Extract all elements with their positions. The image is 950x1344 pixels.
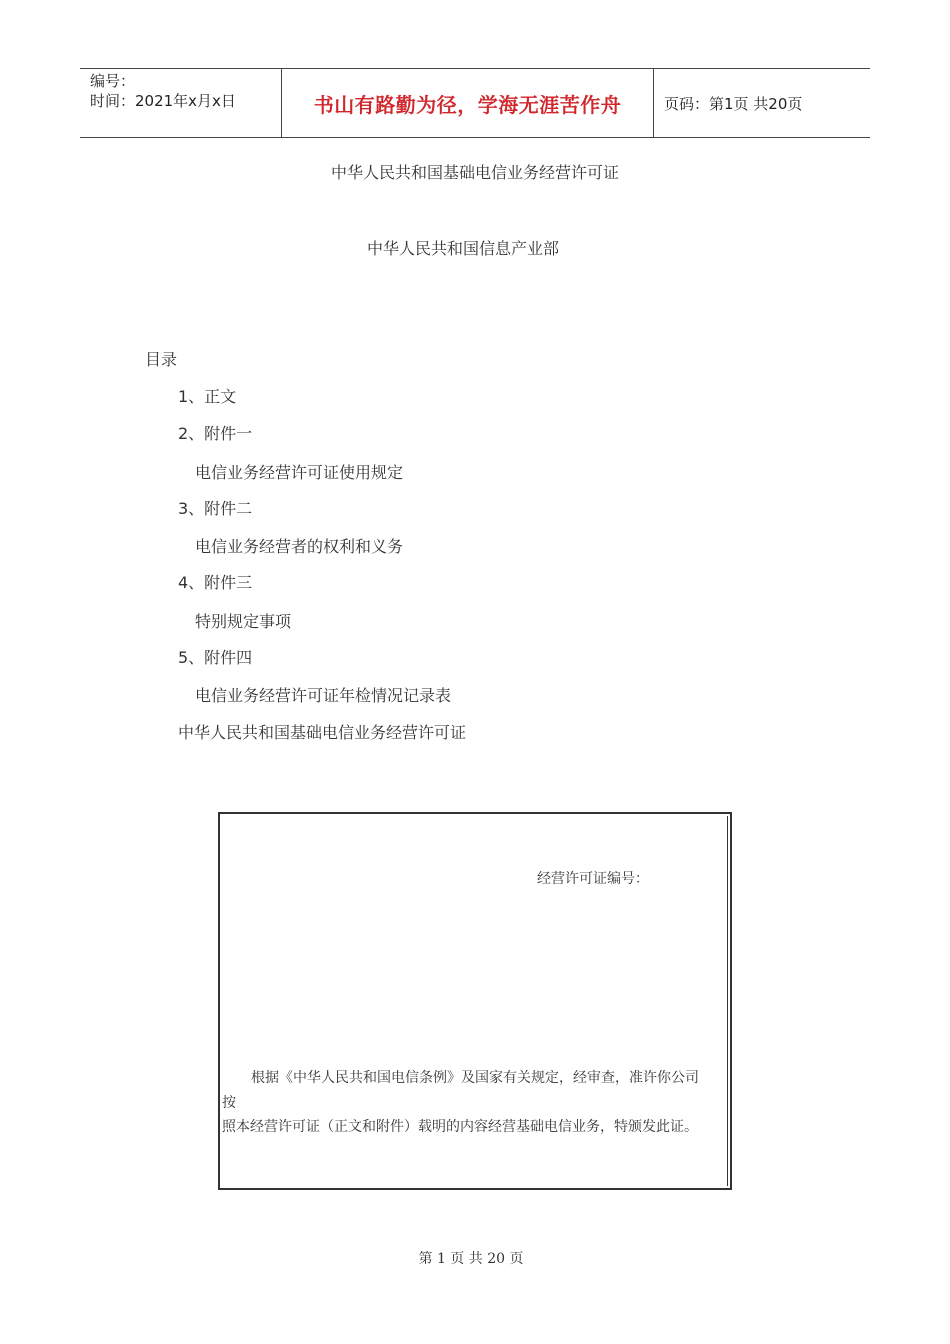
- motto: 书山有路勤为径，学海无涯苦作舟: [313, 92, 622, 117]
- section-title: 中华人民共和国基础电信业务经营许可证: [178, 723, 467, 742]
- toc-item[interactable]: 1、正文: [178, 387, 237, 406]
- page-footer: [0, 1248, 950, 1268]
- toc-subitem: 电信业务经营者的权利和义务: [195, 537, 404, 556]
- license-body-line: 根据《中华人民共和国电信条例》及国家有关规定，经审查，准许你公司: [251, 1070, 699, 1086]
- license-body-line: 照本经营许可证（正文和附件）载明的内容经营基础电信业务，特颁发此证。: [222, 1119, 698, 1135]
- license-frame-edge: [727, 816, 728, 1186]
- toc-subitem: 电信业务经营许可证使用规定: [195, 463, 404, 482]
- toc-item[interactable]: 4、附件三: [178, 573, 253, 592]
- footer-page-count: 第 1 页 共 20 页: [418, 1251, 524, 1267]
- toc-item[interactable]: 5、附件四: [178, 648, 253, 667]
- toc-item[interactable]: 2、附件一: [178, 424, 253, 443]
- license-number-label: 经营许可证编号：: [537, 871, 649, 887]
- header-motto-cell: [281, 69, 654, 137]
- number-label: 编号：: [90, 72, 136, 90]
- page-info: 页码：第1页 共20页: [664, 94, 803, 113]
- toc-item[interactable]: 3、附件二: [178, 499, 253, 518]
- toc-subitem: 特别规定事项: [195, 612, 292, 631]
- time-label: 时间：2021年x月x日: [90, 92, 236, 110]
- license-body-line: 按: [222, 1095, 236, 1111]
- header-meta: [80, 69, 281, 137]
- toc-subitem: 电信业务经营许可证年检情况记录表: [195, 686, 452, 705]
- toc-heading: 目录: [145, 350, 178, 369]
- document-title: 中华人民共和国基础电信业务经营许可证: [330, 163, 619, 182]
- header-page-info: [654, 69, 870, 137]
- page-header: [80, 68, 870, 138]
- issuer: 中华人民共和国信息产业部: [366, 239, 559, 258]
